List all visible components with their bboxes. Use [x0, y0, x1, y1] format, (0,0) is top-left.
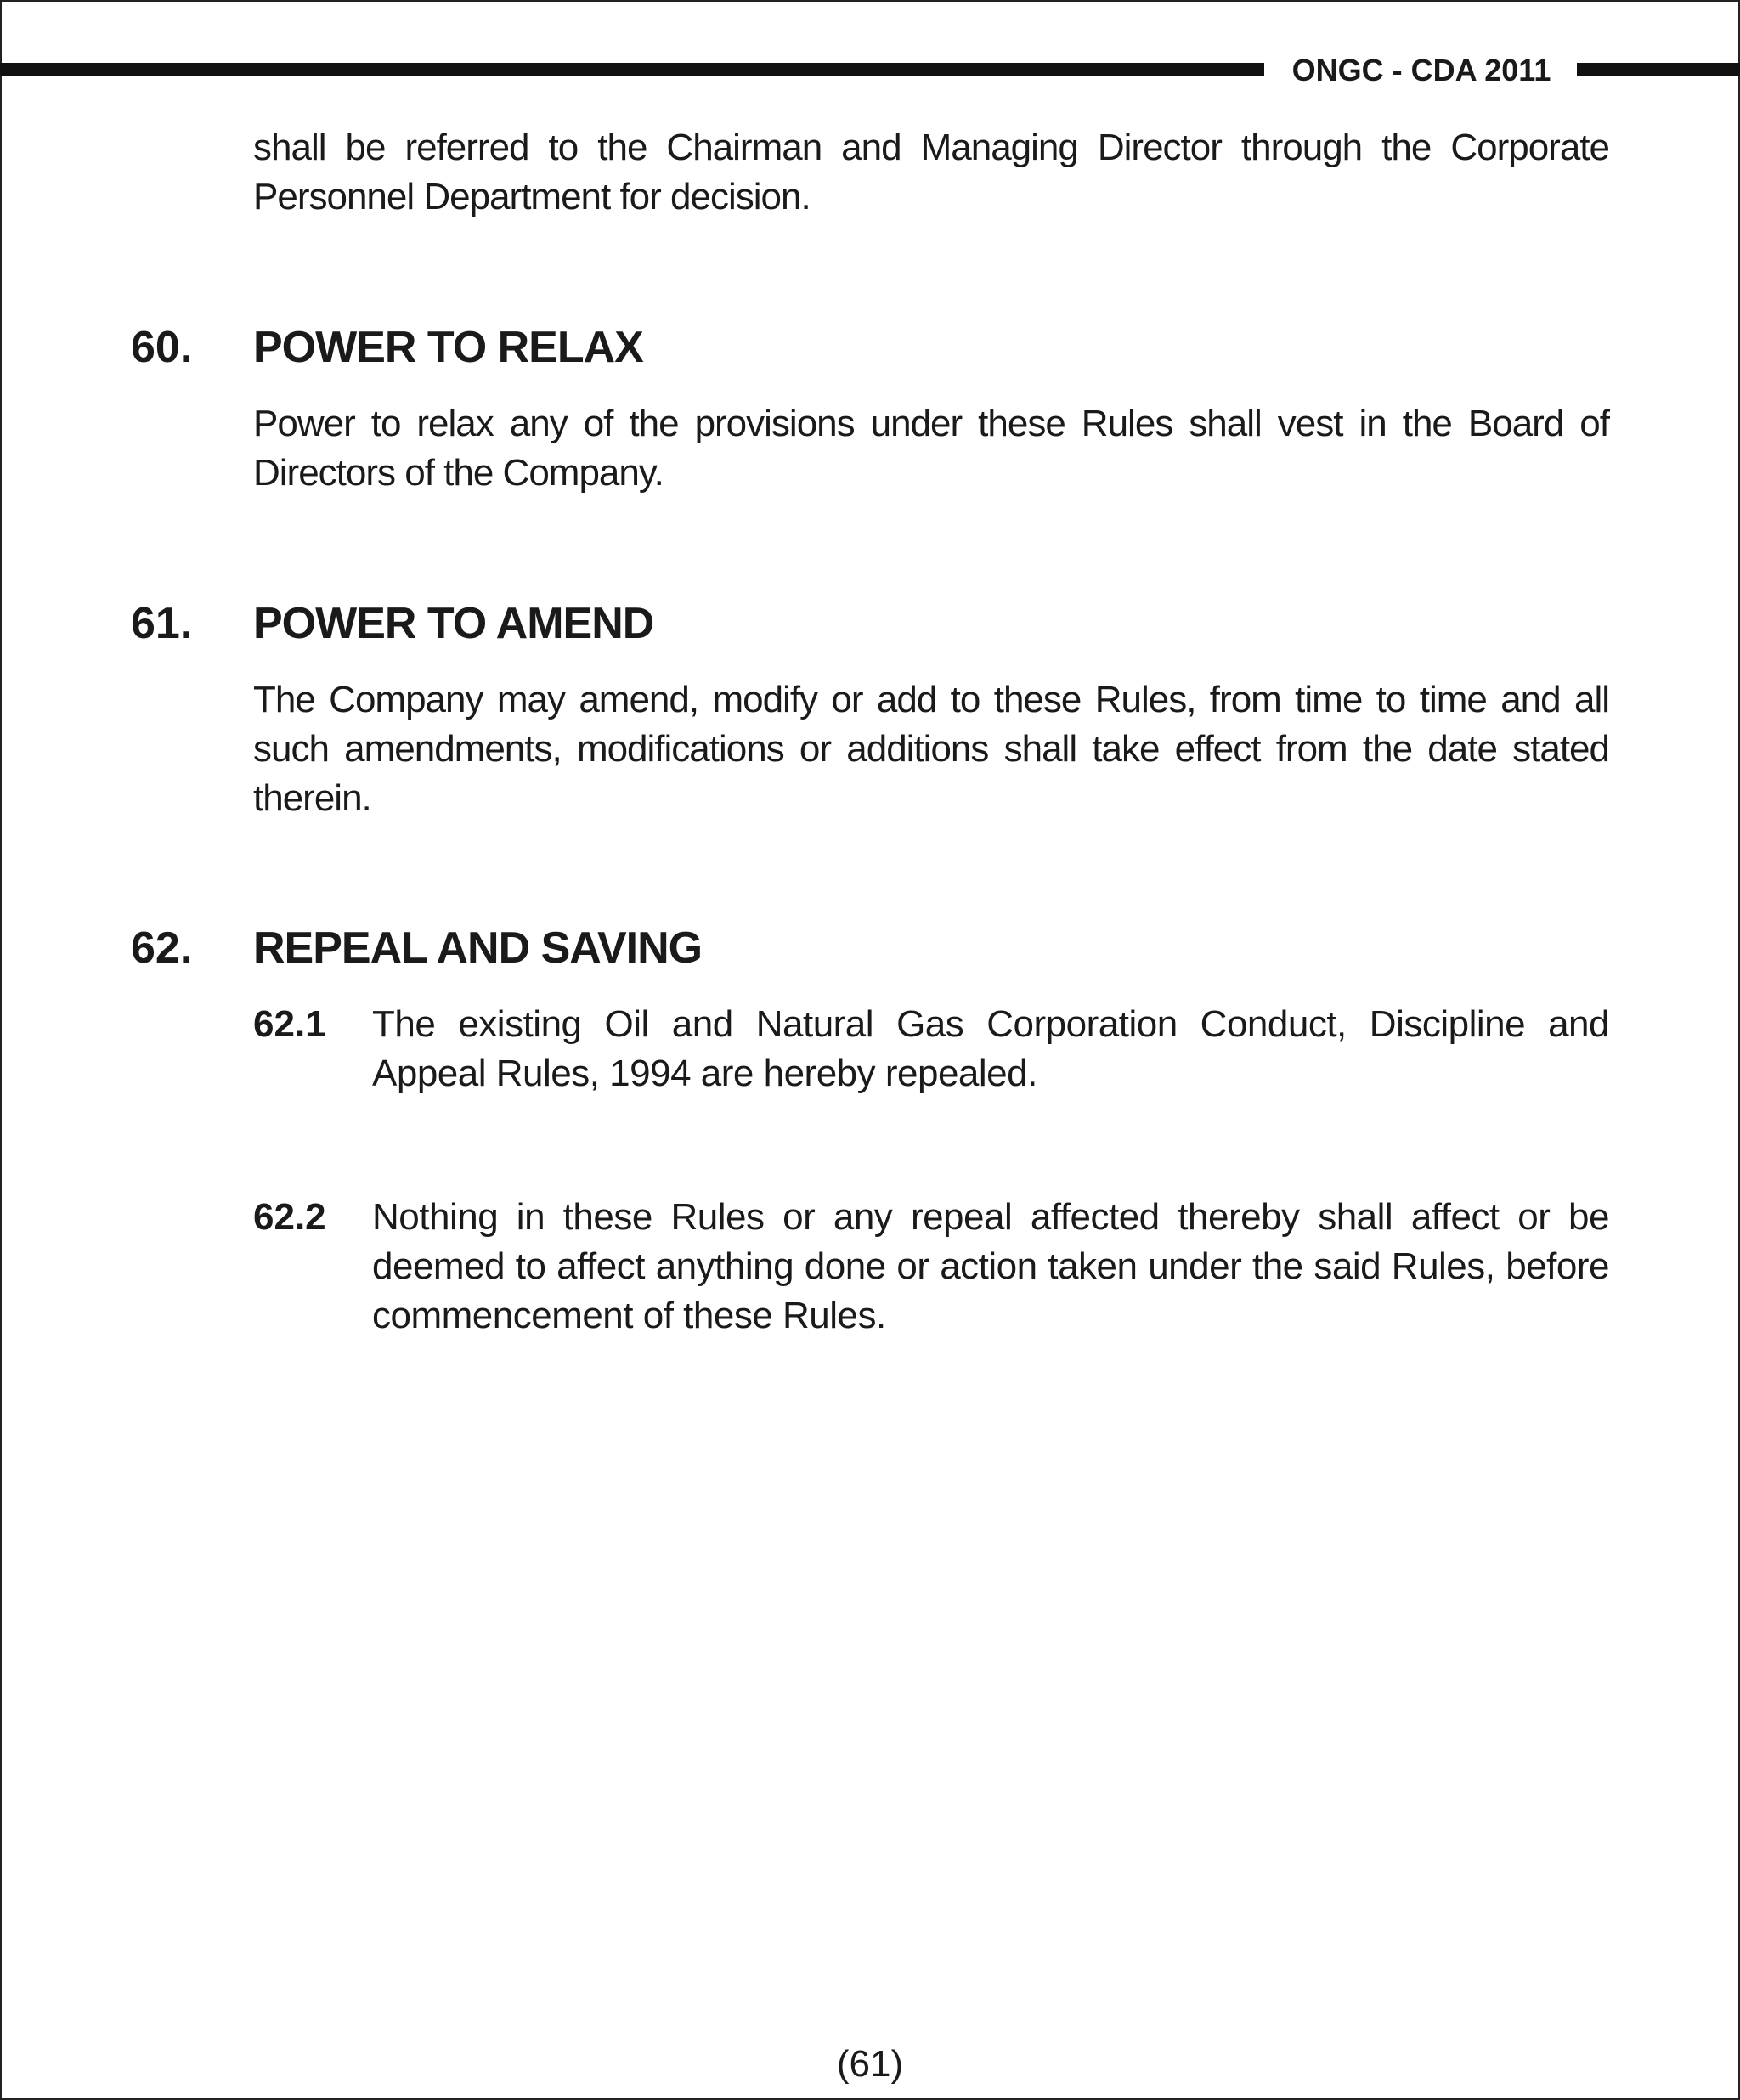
- section-60-body: Power to relax any of the provisions under these Rules shall vest in the Board of Directors of the Company.: [253, 403, 1609, 494]
- section-61-body: The Company may amend, modify or add to these Rules, from time to time and all such amendments, modifications or additions shall take effect from the date stated therein.: [253, 679, 1609, 819]
- header-rule-right: [1577, 63, 1740, 76]
- section-62-number: 62.: [131, 923, 193, 973]
- subsection-62-1-text: The existing Oil and Natural Gas Corporation Conduct, Discipline and Appeal Rules, 1994 are hereby repealed.: [372, 1003, 1609, 1094]
- section-60-title: POWER TO RELAX: [253, 323, 643, 372]
- document-header-title: ONGC - CDA 2011: [1291, 53, 1551, 88]
- subsection-62-1-number: 62.1: [253, 1003, 326, 1045]
- section-61-title: POWER TO AMEND: [253, 599, 654, 648]
- header-rule-left: [0, 63, 1264, 76]
- section-62-title: REPEAL AND SAVING: [253, 923, 703, 973]
- subsection-62-2-number: 62.2: [253, 1196, 326, 1238]
- page-number: (61): [836, 2043, 904, 2085]
- subsection-62-2-text: Nothing in these Rules or any repeal affected thereby shall affect or be deemed to affect anything done or action taken under the said Rules, before commencement of these Rules.: [372, 1196, 1609, 1336]
- intro-paragraph: shall be referred to the Chairman and Managing Director through the Corporate Personnel Department for decision.: [253, 127, 1609, 217]
- section-60-number: 60.: [131, 323, 193, 372]
- section-61-number: 61.: [131, 599, 193, 648]
